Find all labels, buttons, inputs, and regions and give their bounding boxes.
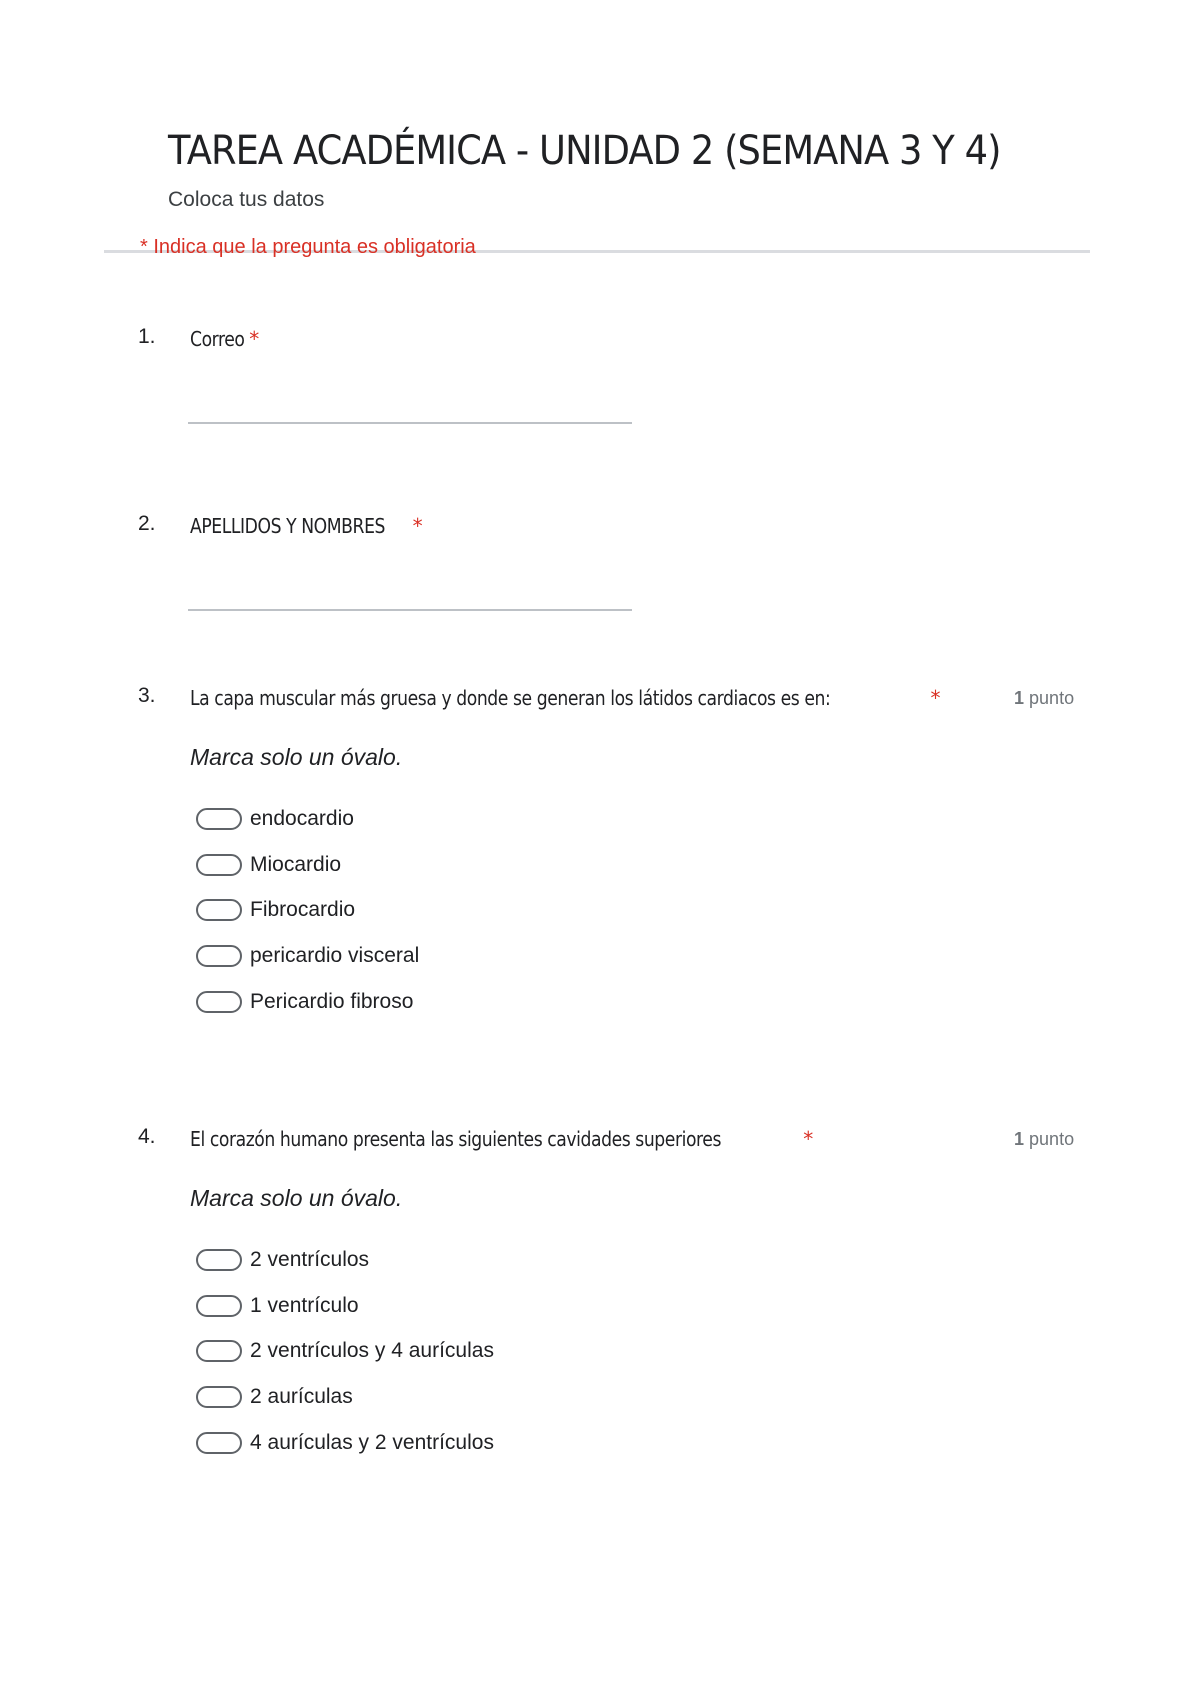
points-unit: punto [1029,688,1075,708]
radio-oval[interactable] [196,1249,242,1271]
question-3-instruction: Marca solo un óvalo. [190,744,403,770]
option-label: Fibrocardio [250,898,356,921]
question-1-label: Correo [190,327,245,351]
radio-oval[interactable] [196,945,242,967]
question-3-label: La capa muscular más gruesa y donde se generan los látidos cardiacos es en: [190,686,831,710]
option-label: Pericardio fibroso [250,990,414,1013]
form-title: TAREA ACADÉMICA - UNIDAD 2 (SEMANA 3 Y 4) [168,128,1001,174]
question-3-points [1014,688,1074,709]
radio-oval[interactable] [196,1340,242,1362]
question-4-number: 4. [138,1125,156,1148]
question-2-text [190,514,422,538]
option-label: 4 aurículas y 2 ventrículos [250,1431,494,1454]
option-label: pericardio visceral [250,944,420,967]
option-2-ventriculos-4-auriculas[interactable] [196,1337,494,1365]
points-value: 1 [1014,688,1025,708]
question-4-text [190,1127,813,1151]
option-endocardio[interactable] [196,805,354,833]
radio-oval[interactable] [196,899,242,921]
radio-oval[interactable] [196,1386,242,1408]
option-label: endocardio [250,807,354,830]
option-fibrocardio[interactable] [196,896,355,924]
option-2-ventriculos[interactable] [196,1246,369,1274]
radio-oval[interactable] [196,808,242,830]
points-unit: punto [1029,1129,1075,1149]
question-3-number: 3. [138,684,156,707]
name-field[interactable] [188,609,632,611]
radio-oval[interactable] [196,1432,242,1454]
form-subtitle: Coloca tus datos [168,188,325,211]
option-2-auriculas[interactable] [196,1383,353,1411]
radio-oval[interactable] [196,854,242,876]
option-1-ventriculo[interactable] [196,1292,359,1320]
radio-oval[interactable] [196,1295,242,1317]
required-star: * [930,686,940,710]
required-star: * [803,1127,813,1151]
option-pericardio-visceral[interactable] [196,942,419,970]
question-4-points [1014,1129,1074,1150]
required-star: * [412,514,423,538]
option-label: 1 ventrículo [250,1294,359,1317]
question-4-label: El corazón humano presenta las siguientes cavidades superiores [190,1127,721,1151]
option-miocardio[interactable] [196,851,341,879]
required-note: * Indica que la pregunta es obligatoria [140,236,476,258]
required-star: * [249,327,259,351]
points-value: 1 [1014,1129,1025,1149]
question-3-text [190,686,940,710]
option-label: 2 ventrículos [250,1248,370,1271]
option-label: 2 aurículas [250,1385,353,1408]
question-4-instruction: Marca solo un óvalo. [190,1185,403,1211]
question-1-number: 1. [138,325,156,348]
option-4-auriculas-2-ventriculos[interactable] [196,1429,494,1457]
option-label: 2 ventrículos y 4 aurículas [250,1339,494,1362]
email-field[interactable] [188,422,632,424]
option-label: Miocardio [250,853,342,876]
option-pericardio-fibroso[interactable] [196,988,413,1016]
question-1-text [190,327,259,351]
question-2-number: 2. [138,512,156,535]
radio-oval[interactable] [196,991,242,1013]
question-2-label: APELLIDOS Y NOMBRES [190,514,386,538]
